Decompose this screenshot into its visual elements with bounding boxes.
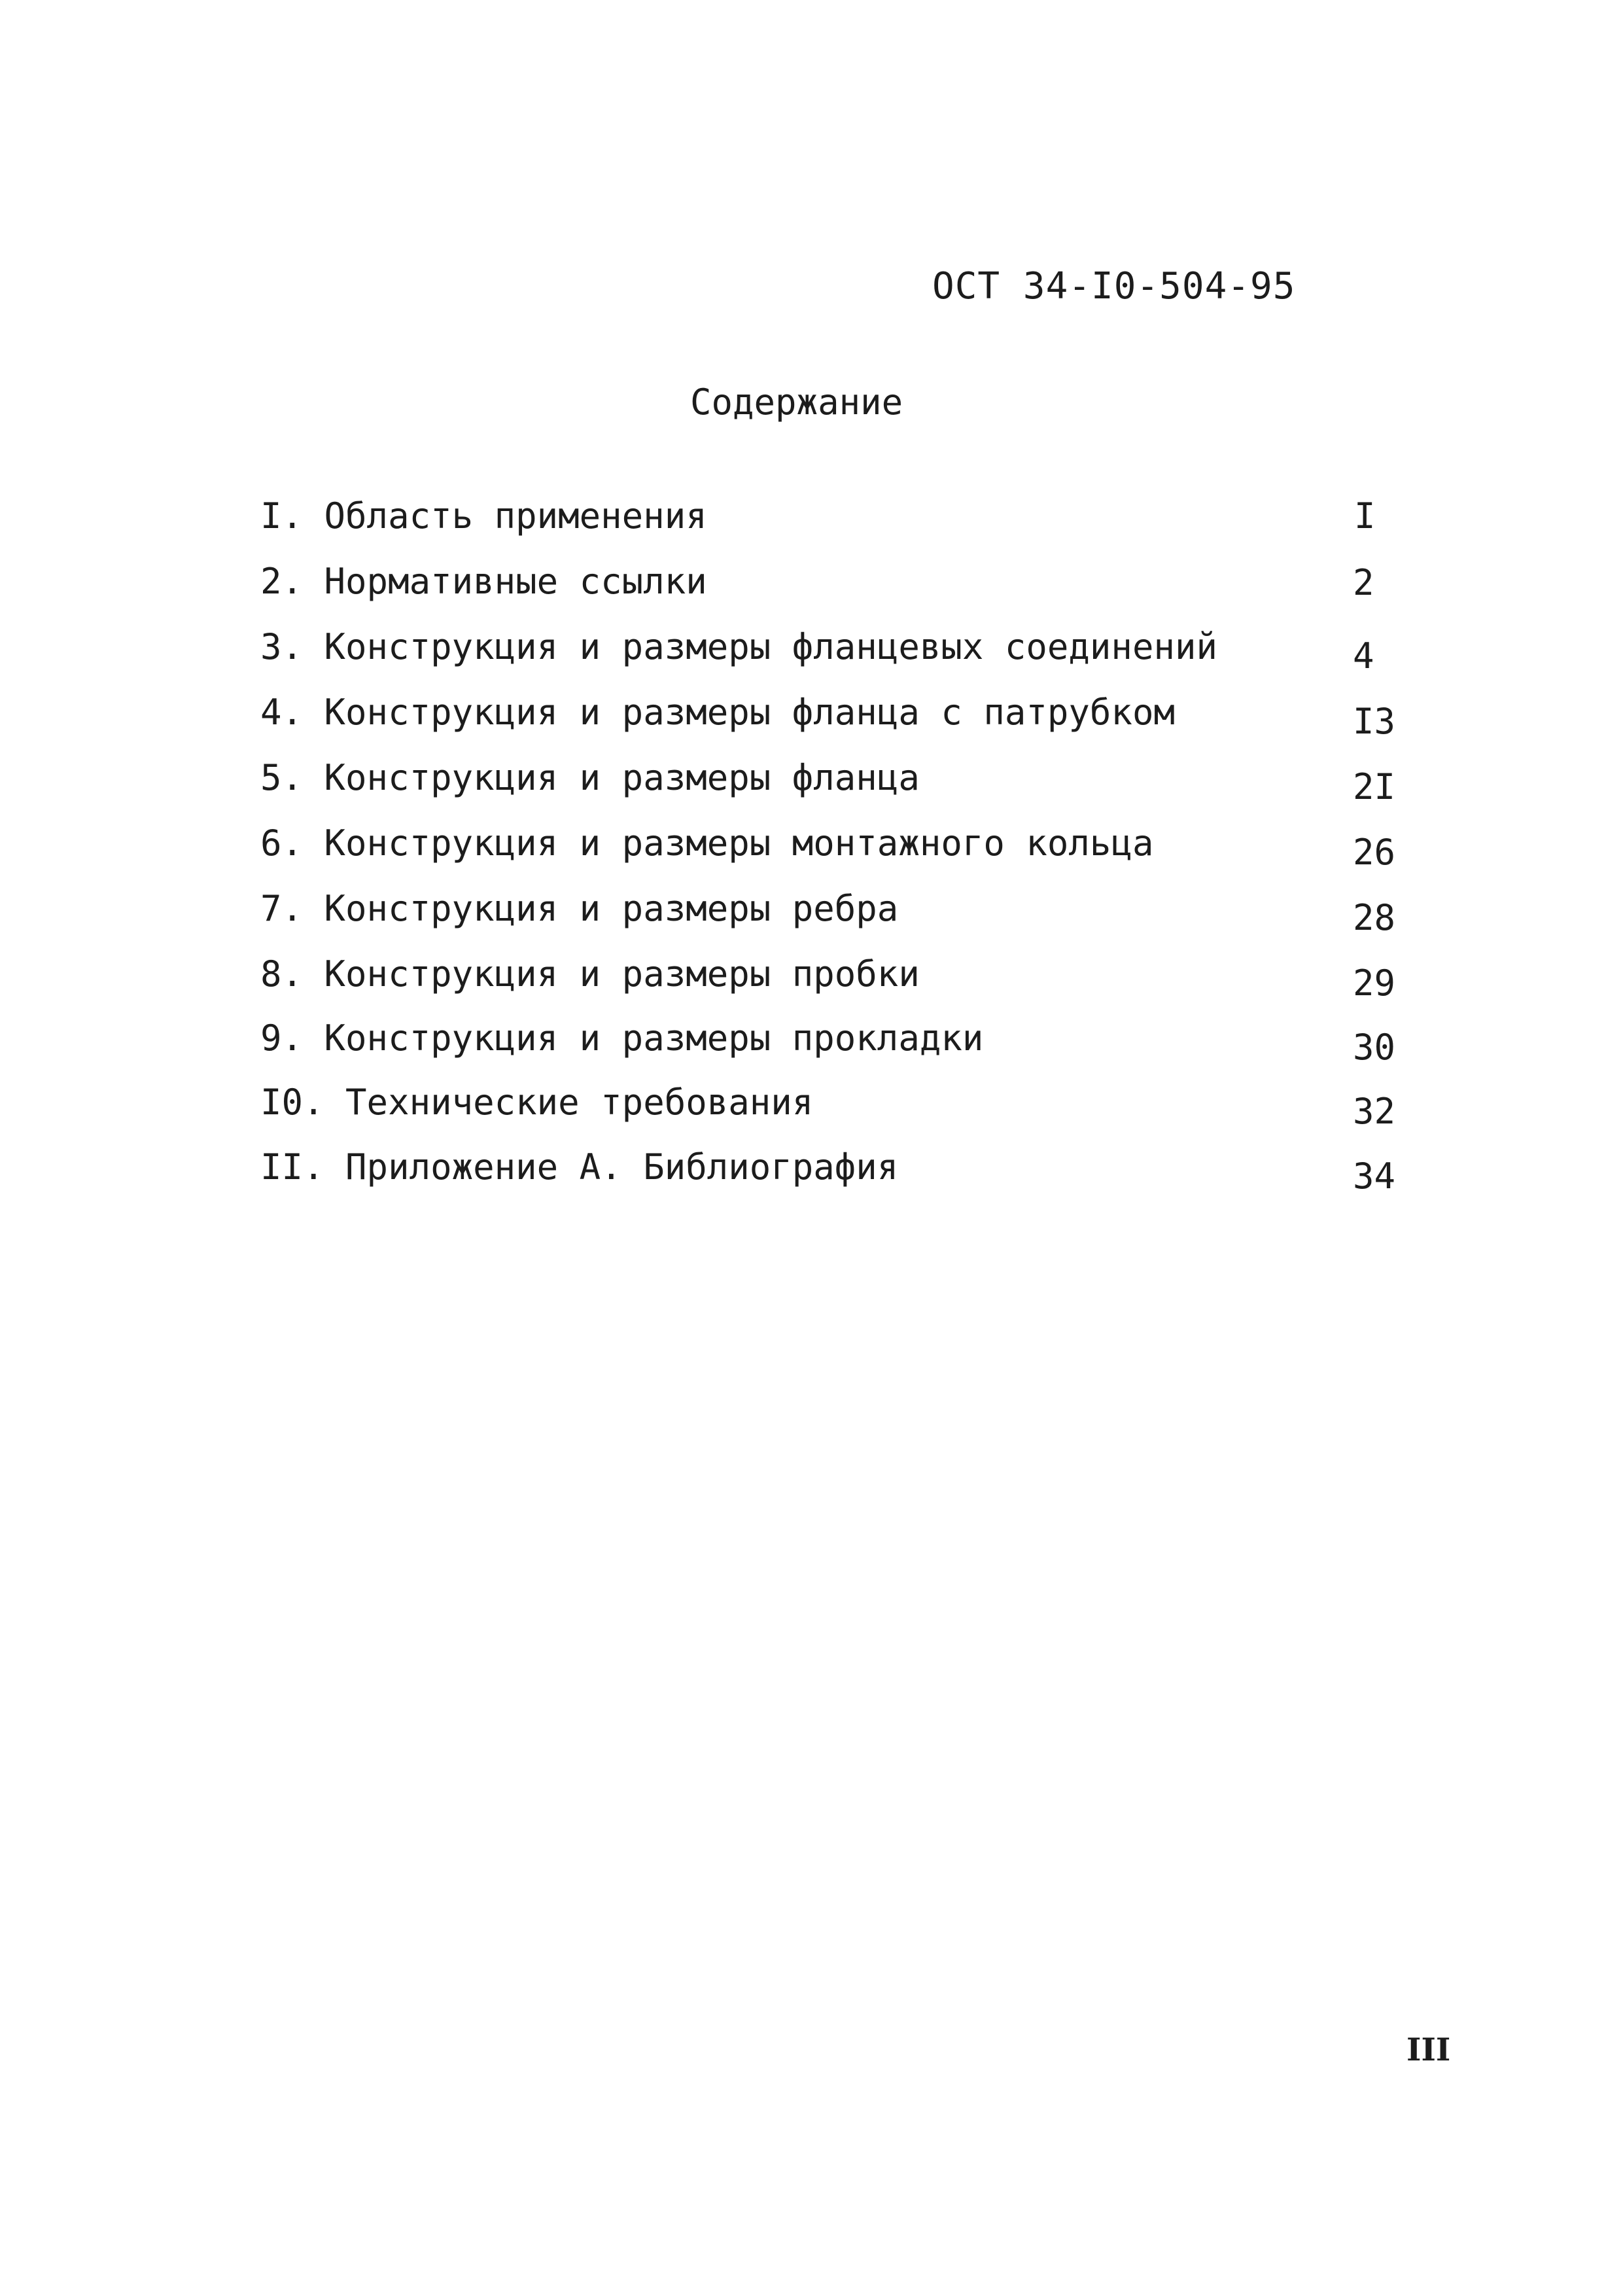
toc-item-label: 9. Конструкция и размеры прокладки bbox=[260, 1017, 984, 1059]
toc-item[interactable] bbox=[260, 822, 1405, 875]
toc-item-page: 2I bbox=[1353, 766, 1396, 807]
toc-item-page: 28 bbox=[1353, 897, 1396, 938]
toc-item-label: 6. Конструкция и размеры монтажного кольца bbox=[260, 822, 1154, 864]
toc-item[interactable] bbox=[260, 757, 1405, 809]
toc-item[interactable] bbox=[260, 1146, 1405, 1199]
toc-item-page: 32 bbox=[1353, 1091, 1396, 1132]
toc-item-label: 7. Конструкция и размеры ребра bbox=[260, 888, 899, 929]
page-number: III bbox=[1406, 2032, 1451, 2068]
toc-item-label: 4. Конструкция и размеры фланца с патрубком bbox=[260, 692, 1175, 733]
toc-item-page: I3 bbox=[1353, 701, 1396, 742]
toc-item-label: 2. Нормативные ссылки bbox=[260, 561, 707, 602]
toc-item-label: II. Приложение А. Библиография bbox=[260, 1146, 899, 1188]
toc-item[interactable] bbox=[260, 495, 1405, 548]
toc-item-label: 5. Конструкция и размеры фланца bbox=[260, 757, 920, 798]
document-code: ОСТ 34-I0-504-95 bbox=[932, 265, 1296, 308]
toc-item-page: 2 bbox=[1353, 562, 1374, 603]
toc-item-label: I0. Технические требования bbox=[260, 1082, 814, 1123]
toc-item-page: 26 bbox=[1353, 832, 1396, 873]
toc-item[interactable] bbox=[260, 1082, 1405, 1134]
toc-item[interactable] bbox=[260, 692, 1405, 744]
toc-item-page: 34 bbox=[1353, 1156, 1396, 1197]
toc-item-page: I bbox=[1354, 495, 1376, 537]
toc-title: Содержание bbox=[690, 381, 903, 423]
toc-item[interactable] bbox=[260, 888, 1405, 940]
toc-item[interactable] bbox=[260, 561, 1405, 613]
toc-item[interactable] bbox=[260, 626, 1405, 679]
toc-item[interactable] bbox=[260, 953, 1405, 1006]
toc-item-page: 29 bbox=[1353, 963, 1396, 1004]
toc-item-label: I. Область применения bbox=[260, 495, 707, 537]
toc-item-label: 3. Конструкция и размеры фланцевых соединений bbox=[260, 626, 1217, 667]
toc-item[interactable] bbox=[260, 1017, 1405, 1070]
toc-item-page: 4 bbox=[1353, 635, 1374, 677]
toc-item-label: 8. Конструкция и размеры пробки bbox=[260, 953, 920, 995]
toc-item-page: 30 bbox=[1353, 1027, 1396, 1068]
